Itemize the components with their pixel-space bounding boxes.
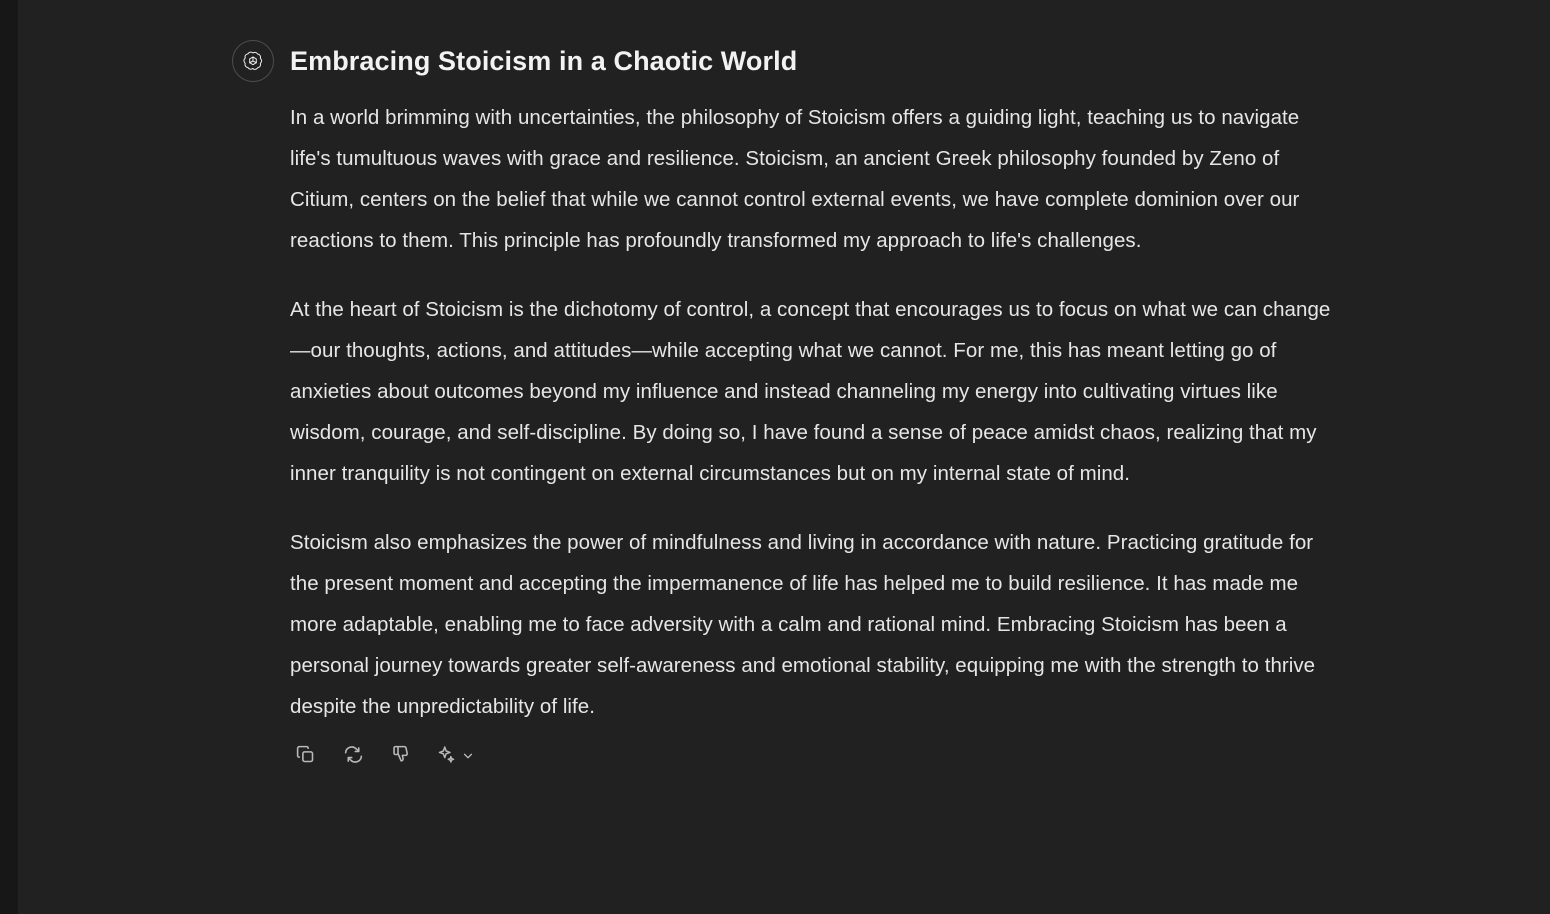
assistant-avatar (232, 40, 274, 82)
regenerate-button[interactable] (340, 743, 366, 769)
paragraph: In a world brimming with uncertainties, the philosophy of Stoicism offers a guiding light, teaching us to navigate life's tumultuous waves with grace and resilience. Stoicism, an ancient Greek philosophy founded by Zeno of Citium, centers on the belief that while we cannot control external events, we have complete dominion over our reactions to them. This principle has profoundly transformed my approach to life's challenges. (290, 106, 1300, 253)
paragraph: Stoicism also emphasizes the power of mindfulness and living in accordance with nature. Practicing gratitude for the present moment and accepting the impermanence of life has helped me to build resilience. It has made me more adaptable, enabling me to face adversity with a calm and rational mind. Embracing Stoicism has been a personal journey towards greater self-awareness and emotional stability, equipping me with the strength to thrive despite the unpredictability of life. (290, 531, 1316, 719)
sparkle-icon (436, 744, 457, 768)
page-title: Embracing Stoicism in a Chaotic World (290, 46, 798, 76)
copy-icon (295, 744, 316, 768)
paragraph: At the heart of Stoicism is the dichotomy of control, a concept that encourages us to focus on what we can change—our thoughts, actions, and attitudes—while accepting what we cannot. For me, this has meant letting go of anxieties about outcomes beyond my influence and instead channeling my energy into cultivating virtues like wisdom, courage, and self-discipline. By doing so, I have found a sense of peace amidst chaos, realizing that my inner tranquility is not contingent on external circumstances but on my internal state of mind. (290, 298, 1331, 486)
openai-logo-icon (242, 50, 264, 72)
chevron-down-icon (461, 749, 475, 763)
regenerate-icon (343, 744, 364, 768)
message-body (290, 30, 1392, 769)
model-switch-button[interactable] (436, 743, 475, 769)
message-actions (290, 743, 1392, 769)
copy-button[interactable] (292, 743, 318, 769)
assistant-message (232, 30, 1392, 769)
thumbs-down-button[interactable] (388, 743, 414, 769)
sidebar-strip (0, 0, 18, 914)
thumbs-down-icon (391, 744, 412, 768)
